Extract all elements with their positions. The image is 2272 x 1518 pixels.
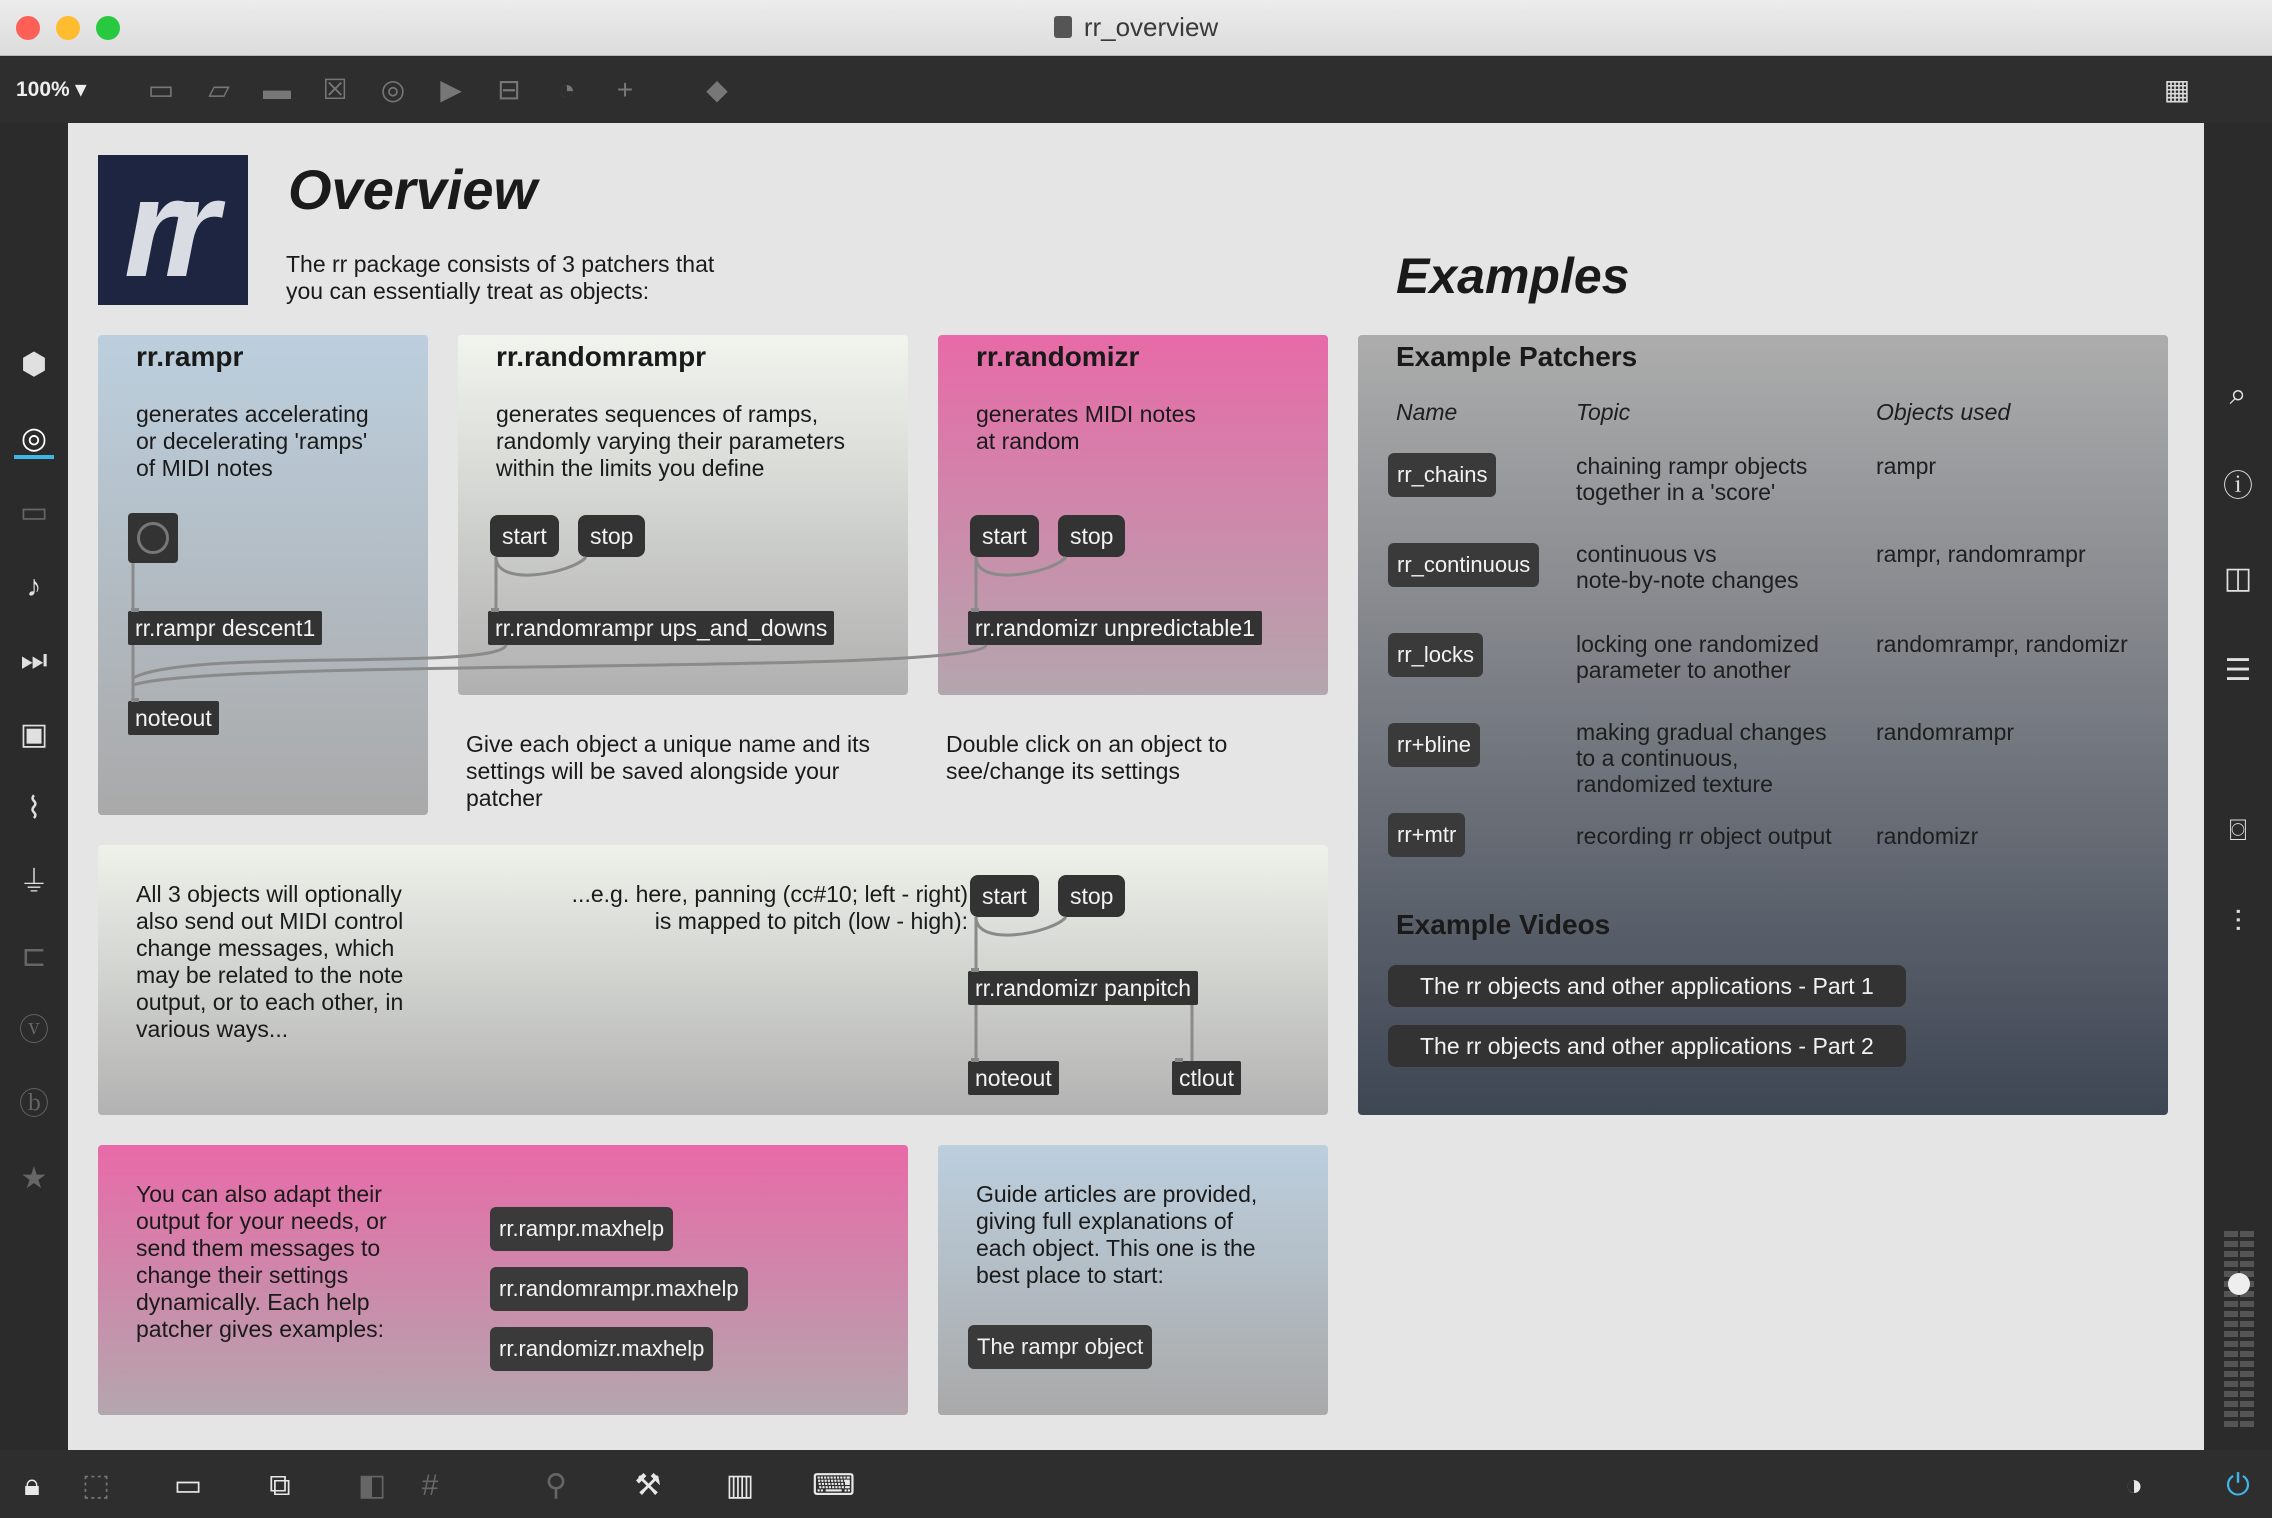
example-rr-locks-topic: locking one randomized parameter to another bbox=[1576, 631, 1819, 683]
guide-description: Guide articles are provided, giving full explanations of each object. This one is the best place to start: bbox=[976, 1181, 1258, 1288]
message-box-icon[interactable]: ▱ bbox=[208, 74, 230, 105]
snapshot-camera-icon[interactable]: ⌼ bbox=[2229, 814, 2247, 847]
example-rr-mtr-topic: recording rr object output bbox=[1576, 823, 1832, 849]
wrench-icon[interactable]: ⚒ bbox=[634, 1469, 662, 1502]
randomizr-object[interactable]: rr.randomizr unpredictable1 bbox=[968, 611, 1262, 645]
rr-logo-text: rr bbox=[124, 149, 205, 306]
examples-title: Examples bbox=[1396, 248, 1630, 304]
device-icon[interactable]: ⊏ bbox=[21, 940, 47, 973]
panpitch-object[interactable]: rr.randomizr panpitch bbox=[968, 971, 1198, 1005]
randomizr-stop-message[interactable]: stop bbox=[1058, 515, 1125, 557]
video-link-part-1[interactable]: The rr objects and other applications - Part 1 bbox=[1388, 965, 1906, 1007]
rampr-heading: rr.rampr bbox=[136, 341, 244, 372]
level-meter bbox=[2224, 1231, 2238, 1431]
panpitch-start-message[interactable]: start bbox=[970, 875, 1039, 917]
image-icon[interactable]: ▣ bbox=[19, 718, 49, 751]
grid-icon[interactable]: ▦ bbox=[2163, 74, 2191, 105]
split-view-icon[interactable]: ◫ bbox=[2223, 562, 2253, 595]
randomrampr-stop-message[interactable]: stop bbox=[578, 515, 645, 557]
audio-power-icon[interactable]: ⏻ bbox=[2226, 1469, 2250, 1502]
example-rr-bline-button[interactable]: rr+bline bbox=[1388, 723, 1480, 767]
patch-cord-icon[interactable]: ⚲ bbox=[545, 1469, 567, 1502]
randomizr-description: generates MIDI notes at random bbox=[976, 401, 1196, 454]
mixer-icon[interactable]: ⫶ bbox=[2234, 906, 2242, 939]
rampr-object[interactable]: rr.rampr descent1 bbox=[128, 611, 322, 645]
grid-snap-icon[interactable]: # bbox=[421, 1469, 439, 1502]
name-column-header: Name bbox=[1396, 399, 1458, 425]
object-box-icon[interactable]: ▭ bbox=[147, 74, 175, 105]
patcher-toolbar bbox=[0, 57, 2272, 123]
randomrampr-description: generates sequences of ramps, randomly varying their parameters within the limits you define bbox=[496, 401, 845, 481]
comment-icon[interactable]: ▬ bbox=[263, 74, 291, 105]
presentation-mode-icon[interactable]: ▭ bbox=[173, 1469, 203, 1502]
cord-panpitch-stop bbox=[976, 917, 1066, 935]
randomizr-heading: rr.randomizr bbox=[976, 341, 1140, 372]
paperclip-icon[interactable]: ⌇ bbox=[26, 792, 42, 825]
example-rr-continuous-objects: rampr, randomrampr bbox=[1876, 541, 2086, 567]
cord-randomizr-stop bbox=[976, 557, 1066, 575]
topic-column-header: Topic bbox=[1576, 399, 1631, 425]
randomrampr-heading: rr.randomrampr bbox=[496, 341, 707, 372]
cord-randomizr-to-noteout bbox=[133, 645, 986, 685]
left-sidebar bbox=[0, 123, 68, 1455]
volume-slider-knob[interactable] bbox=[2228, 1273, 2250, 1295]
plug-icon[interactable]: ⏚ bbox=[19, 866, 49, 899]
rampr-description: generates accelerating or decelerating 'ramps' of MIDI notes bbox=[136, 401, 369, 481]
rampr-guide-link[interactable]: The rampr object bbox=[968, 1325, 1152, 1369]
example-rr-locks-button[interactable]: rr_locks bbox=[1388, 633, 1483, 677]
ctlout-object[interactable]: ctlout bbox=[1172, 1061, 1241, 1095]
example-rr-chains-topic: chaining rampr objects together in a 'score' bbox=[1576, 453, 1808, 505]
example-patchers-heading: Example Patchers bbox=[1396, 341, 1638, 372]
title-bar bbox=[0, 0, 2272, 56]
new-view-icon[interactable]: ⧉ bbox=[269, 1469, 291, 1502]
beap-icon[interactable]: ⓑ bbox=[19, 1088, 49, 1121]
list-icon[interactable]: ☰ bbox=[2224, 654, 2252, 687]
cord-randomrampr-to-noteout bbox=[133, 645, 506, 678]
mute-icon[interactable]: ◧ bbox=[357, 1469, 387, 1502]
presentation-icon[interactable]: ▭ bbox=[19, 496, 49, 529]
music-note-icon[interactable]: ♪ bbox=[26, 570, 42, 603]
lock-icon[interactable]: 🔒︎ bbox=[24, 1469, 40, 1502]
overview-title: Overview bbox=[288, 158, 538, 221]
example-videos-heading: Example Videos bbox=[1396, 909, 1611, 940]
example-rr-locks-objects: randomrampr, randomizr bbox=[1876, 631, 2128, 657]
example-rr-mtr-button[interactable]: rr+mtr bbox=[1388, 813, 1465, 857]
rampr-maxhelp-link[interactable]: rr.rampr.maxhelp bbox=[490, 1207, 673, 1251]
media-player-icon[interactable]: ⏭ bbox=[20, 644, 48, 677]
example-rr-continuous-topic: continuous vs note-by-note changes bbox=[1576, 541, 1799, 593]
overview-intro: The rr package consists of 3 patchers that you can essentially treat as objects: bbox=[286, 251, 715, 304]
right-sidebar bbox=[2204, 123, 2272, 1455]
bottom-toolbar bbox=[0, 1450, 2272, 1518]
cpu-meter-icon[interactable]: ◑ bbox=[2124, 1469, 2144, 1502]
example-rr-chains-objects: rampr bbox=[1876, 453, 1937, 479]
cord-randomrampr-stop bbox=[496, 557, 586, 575]
double-click-note: Double click on an object to see/change its settings bbox=[946, 731, 1228, 784]
randomizr-maxhelp-link[interactable]: rr.randomizr.maxhelp bbox=[490, 1327, 713, 1371]
example-rr-mtr-objects: randomizr bbox=[1876, 823, 1979, 849]
randomrampr-object[interactable]: rr.randomrampr ups_and_downs bbox=[488, 611, 834, 645]
patcher-canvas[interactable] bbox=[68, 123, 2204, 1450]
adapt-description: You can also adapt their output for your needs, or send them messages to change their settings dynamically. Each help patcher gives examples: bbox=[136, 1181, 387, 1342]
video-link-part-2[interactable]: The rr objects and other applications - Part 2 bbox=[1388, 1025, 1906, 1067]
button-object-icon[interactable]: ◎ bbox=[380, 74, 406, 105]
window-title bbox=[0, 12, 2272, 43]
randomrampr-maxhelp-link[interactable]: rr.randomrampr.maxhelp bbox=[490, 1267, 748, 1311]
packages-cube-icon[interactable]: ⬢ bbox=[20, 348, 48, 381]
example-rr-bline-topic: making gradual changes to a continuous, randomized texture bbox=[1576, 719, 1827, 797]
zoom-value: 100% bbox=[16, 78, 70, 101]
favorites-star-icon[interactable]: ★ bbox=[20, 1162, 48, 1195]
search-icon[interactable]: ⌕ bbox=[2229, 378, 2247, 411]
vst-icon[interactable]: ⓥ bbox=[19, 1014, 49, 1047]
add-object-icon[interactable]: + bbox=[616, 74, 634, 105]
playbar-icon[interactable]: ▶ bbox=[440, 74, 462, 105]
object-browser-icon[interactable]: ◎ bbox=[14, 419, 54, 459]
panning-example-text: ...e.g. here, panning (cc#10; left - right) is mapped to pitch (low - high): bbox=[571, 881, 968, 934]
info-icon[interactable]: ⓘ bbox=[2223, 470, 2253, 503]
slider-icon[interactable]: ⊟ bbox=[497, 74, 521, 105]
panpitch-stop-message[interactable]: stop bbox=[1058, 875, 1125, 917]
zoom-menu[interactable]: 100% ▾ bbox=[16, 78, 87, 101]
level-meter-right bbox=[2240, 1231, 2254, 1431]
dial-icon[interactable]: ◔ bbox=[558, 74, 576, 105]
keyboard-icon[interactable]: ⌨ bbox=[812, 1469, 856, 1502]
paint-bucket-icon[interactable]: ◆ bbox=[706, 74, 728, 105]
window-title-text: rr_overview bbox=[1083, 12, 1219, 42]
midi-cc-description: All 3 objects will optionally also send out MIDI control change messages, which may be related to the note output, or to each other, in various ways... bbox=[136, 881, 404, 1042]
rampr-noteout-object[interactable]: noteout bbox=[128, 701, 219, 735]
document-icon bbox=[1054, 16, 1072, 38]
panpitch-noteout-object[interactable]: noteout bbox=[968, 1061, 1059, 1095]
example-rr-chains-button[interactable]: rr_chains bbox=[1388, 453, 1496, 497]
randomizr-start-message[interactable]: start bbox=[970, 515, 1039, 557]
toggle-icon[interactable]: ☒ bbox=[322, 74, 348, 105]
example-rr-continuous-button[interactable]: rr_continuous bbox=[1388, 543, 1539, 587]
unique-name-note: Give each object a unique name and its settings will be saved alongside your patcher bbox=[466, 731, 871, 811]
select-arrow-icon[interactable]: ⬚ bbox=[81, 1469, 111, 1502]
objects-column-header: Objects used bbox=[1876, 399, 2011, 425]
example-rr-bline-objects: randomrampr bbox=[1876, 719, 2015, 745]
piano-icon[interactable]: ▥ bbox=[725, 1469, 755, 1502]
randomrampr-start-message[interactable]: start bbox=[490, 515, 559, 557]
